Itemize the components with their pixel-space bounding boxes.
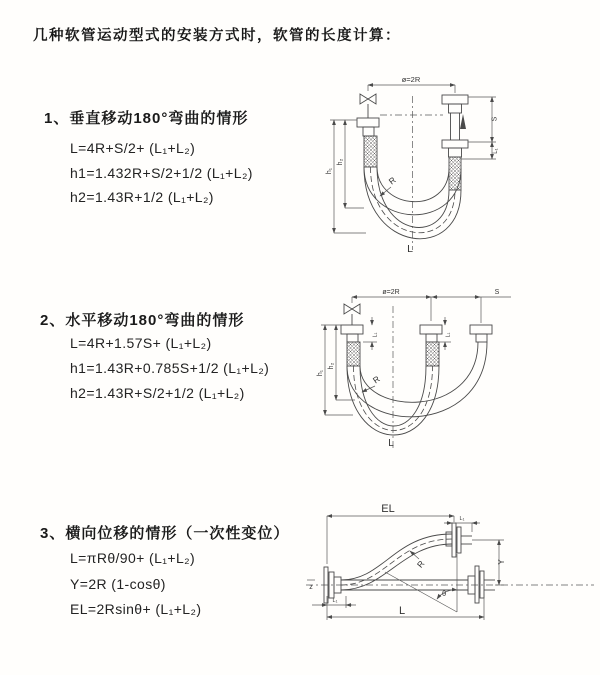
right-pipe-assembly <box>470 325 492 342</box>
middle-pipe-assembly <box>420 325 442 366</box>
dim-label-h1: h₁ <box>326 167 333 175</box>
dim-label-h2: h₂ <box>328 362 335 370</box>
section-2-formula-L: L=4R+1.57S+ (L₁+L₂) <box>70 335 212 351</box>
braided-hose-section <box>426 342 439 366</box>
section-2-formula-h2: h2=1.43R+S/2+1/2 (L₁+L₂) <box>70 385 245 401</box>
left-pipe-assembly <box>341 325 363 366</box>
section-3-formula-EL: EL=2Rsinθ+ (L₁+L₂) <box>70 601 202 617</box>
break-mark: z <box>309 584 313 591</box>
length-label: L <box>388 438 394 449</box>
movement-arrow-up <box>460 114 466 129</box>
diagram-vertical-180-bend <box>308 66 600 271</box>
dim-label-width: ø=2R <box>401 75 421 84</box>
section-2-heading: 2、水平移动180°弯曲的情形 <box>40 312 245 329</box>
section-2-formula-h1: h1=1.43R+0.785S+1/2 (L₁+L₂) <box>70 360 270 376</box>
dim-label-el: EL <box>381 503 395 515</box>
section-1-formula-L: L=4R+S/2+ (L₁+L₂) <box>70 140 196 156</box>
section-3-formula-L: L=πRθ/90+ (L₁+L₂) <box>70 550 196 566</box>
dim-label-width: ø=2R <box>382 289 400 296</box>
diagram-lateral-displacement <box>298 496 600 654</box>
hose-s-curve <box>341 534 452 590</box>
dim-label-l1-top: L₁ <box>459 516 465 522</box>
section-1-heading: 1、垂直移动180°弯曲的情形 <box>44 110 249 127</box>
angle-label: θ <box>442 589 447 598</box>
dim-label-l1: L₁ <box>493 148 499 154</box>
diagram-horizontal-180-bend <box>305 278 600 463</box>
section-1-formula-h2: h2=1.43R+1/2 (L₁+L₂) <box>70 189 214 205</box>
upper-right-flange-assembly <box>446 523 472 557</box>
dim-label-y: Y <box>497 559 506 565</box>
valve-icon <box>360 94 376 118</box>
braided-hose-section <box>347 342 360 366</box>
section-3-formula-Y: Y=2R (1-cosθ) <box>70 576 166 592</box>
braided-hose-section <box>364 136 377 167</box>
left-pipe-assembly <box>357 118 379 167</box>
lower-right-flange-assembly <box>468 566 495 603</box>
dim-label-l1-left: L₁ <box>372 332 379 338</box>
hose-u-bend <box>347 342 487 435</box>
radius-leader <box>380 187 391 196</box>
dim-label-s: S <box>491 116 499 122</box>
right-pipe-assembly <box>442 95 468 190</box>
dim-label-h2: h₂ <box>337 158 344 166</box>
dim-label-l1-bottom: L₁ <box>332 598 338 604</box>
valve-icon <box>344 304 360 325</box>
section-1-formula-h1: h1=1.432R+S/2+1/2 (L₁+L₂) <box>70 165 253 181</box>
radius-label: R <box>414 558 427 570</box>
section-3-heading: 3、横向位移的情形（一次性变位） <box>40 525 290 542</box>
braided-hose-section <box>449 157 461 190</box>
length-label: L <box>407 243 413 255</box>
radius-label: R <box>386 174 398 187</box>
radius-label: R <box>370 373 382 386</box>
page-title: 几种软管运动型式的安装方式时，软管的长度计算： <box>33 28 401 44</box>
dim-label-l1-mid: L₁ <box>445 332 452 338</box>
dim-label-s: S <box>494 289 500 296</box>
dim-label-l: L <box>398 605 406 617</box>
dim-label-h1: h₁ <box>317 369 324 377</box>
